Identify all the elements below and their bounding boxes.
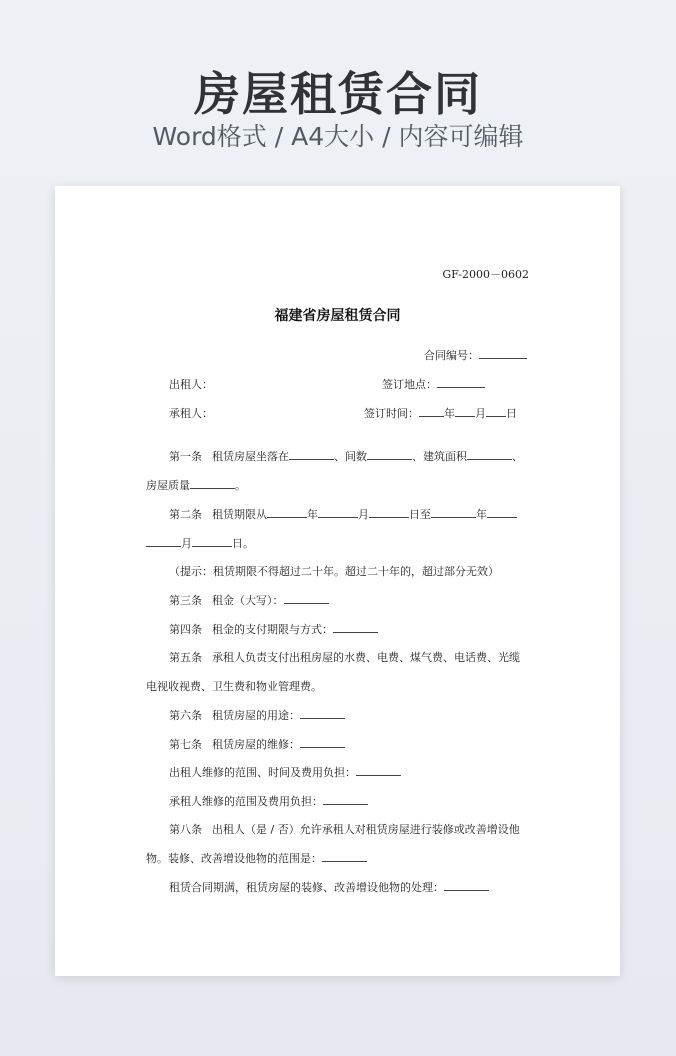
- article-2-end-month-blank-2[interactable]: [146, 536, 181, 547]
- article-1-area-blank[interactable]: [467, 449, 512, 460]
- article-2-from-label: 租赁期限从: [212, 508, 267, 521]
- document-code: GF-2000－0602: [442, 268, 529, 281]
- sign-month-unit: 月: [475, 407, 486, 420]
- article-2-end-year-unit: 年: [476, 508, 487, 521]
- article-6: [169, 708, 345, 724]
- article-1-quality-blank[interactable]: [190, 478, 235, 489]
- banner-subtitle: Word格式 / A4大小 / 内容可编辑: [152, 122, 524, 151]
- article-4-text: 租金的支付期限与方式：: [212, 623, 333, 636]
- article-7-lessee-repair-blank[interactable]: [323, 794, 368, 805]
- article-2-start-year-unit: 年: [307, 508, 318, 521]
- sign-place-blank[interactable]: [437, 377, 485, 388]
- article-2-line-2: [146, 536, 254, 552]
- article-1-comma: 、: [512, 450, 523, 463]
- article-2-end-year-blank[interactable]: [431, 507, 476, 518]
- article-8-line-2: [146, 851, 367, 867]
- article-1-quality-label: 房屋质量: [146, 479, 190, 492]
- article-8-line-1: [169, 822, 520, 838]
- article-7-number: 第七条: [169, 738, 202, 751]
- banner-title: 房屋租赁合同: [194, 67, 482, 121]
- article-1-line-1: [169, 449, 523, 465]
- article-5-line-1: [169, 650, 520, 666]
- article-1-location-blank[interactable]: [289, 449, 334, 460]
- article-6-number: 第六条: [169, 709, 202, 722]
- article-3-text: 租金（大写）：: [212, 594, 284, 607]
- article-8-scope-blank[interactable]: [322, 851, 367, 862]
- article-8-handling-blank[interactable]: [444, 880, 489, 891]
- article-3: [169, 593, 329, 609]
- article-2-start-year-blank[interactable]: [267, 507, 307, 518]
- article-3-blank[interactable]: [284, 593, 329, 604]
- article-1-period: 。: [235, 479, 246, 492]
- article-1-line-2: [146, 478, 246, 494]
- article-2-end-day-blank[interactable]: [192, 536, 232, 547]
- sign-day-blank[interactable]: [486, 406, 506, 417]
- contract-number-row: [424, 348, 527, 364]
- article-2-line-1: [169, 507, 517, 523]
- article-7: [169, 737, 345, 753]
- article-2-number: 第二条: [169, 508, 202, 521]
- article-1-rooms-blank[interactable]: [367, 449, 412, 460]
- article-2-end-month-blank-1[interactable]: [487, 507, 517, 518]
- article-2-to-label: 日至: [409, 508, 431, 521]
- article-8-text-1: 出租人（是 / 否）允许承租人对租赁房屋进行装修或改善增设他: [212, 823, 520, 836]
- article-7-text: 租赁房屋的维修：: [212, 738, 300, 751]
- article-7-lessor-repair-text: 出租人维修的范围、时间及费用负担：: [169, 766, 356, 779]
- article-1-location-label: 租赁房屋坐落在: [212, 450, 289, 463]
- contract-number-blank[interactable]: [479, 348, 527, 359]
- sign-time-label: 签订时间：: [364, 407, 419, 420]
- article-8-text-3: 租赁合同期满，租赁房屋的装修、改善增设他物的处理：: [169, 881, 444, 894]
- sign-place-row: [382, 377, 485, 393]
- article-2-end-day-unit: 日: [232, 537, 243, 550]
- article-7-lessee-repair-text: 承租人维修的范围及费用负担：: [169, 795, 323, 808]
- article-8-number: 第八条: [169, 823, 202, 836]
- sign-day-unit: 日: [506, 407, 517, 420]
- sign-time-row: [364, 406, 517, 422]
- article-4-blank[interactable]: [333, 622, 378, 633]
- article-6-text: 租赁房屋的用途：: [212, 709, 300, 722]
- sign-year-blank[interactable]: [419, 406, 444, 417]
- document-title: 福建省房屋租赁合同: [274, 308, 401, 324]
- article-2-start-month-unit: 月: [358, 508, 369, 521]
- article-5-text-1: 承租人负责支付出租房屋的水费、电费、煤气费、电话费、光缆: [212, 651, 520, 664]
- article-7-lessee-repair: [169, 794, 368, 810]
- article-4-number: 第四条: [169, 623, 202, 636]
- article-2-start-day-blank[interactable]: [369, 507, 409, 518]
- article-7-lessor-repair: [169, 765, 401, 781]
- article-6-blank[interactable]: [300, 708, 345, 719]
- article-1-area-label: 、建筑面积: [412, 450, 467, 463]
- article-8-text-2: 物。装修、改善增设他物的范围是：: [146, 852, 322, 865]
- article-5-number: 第五条: [169, 651, 202, 664]
- article-7-lessor-repair-blank[interactable]: [356, 765, 401, 776]
- article-1-rooms-label: 、间数: [334, 450, 367, 463]
- lessor-label: 出租人：: [169, 378, 213, 391]
- document-page: [55, 186, 620, 976]
- article-2-start-month-blank[interactable]: [318, 507, 358, 518]
- sign-place-label: 签订地点：: [382, 378, 437, 391]
- article-1-number: 第一条: [169, 450, 202, 463]
- term-note: （提示：租赁期限不得超过二十年。超过二十年的，超过部分无效）: [169, 565, 499, 578]
- article-8-line-3: [169, 880, 489, 896]
- contract-number-label: 合同编号：: [424, 349, 479, 362]
- article-3-number: 第三条: [169, 594, 202, 607]
- sign-month-blank[interactable]: [455, 406, 475, 417]
- article-2-end-month-unit: 月: [181, 537, 192, 550]
- article-4: [169, 622, 378, 638]
- sign-year-unit: 年: [444, 407, 455, 420]
- lessee-label: 承租人：: [169, 407, 213, 420]
- article-7-blank[interactable]: [300, 737, 345, 748]
- article-5-line-2: 电视收视费、卫生费和物业管理费。: [146, 680, 322, 693]
- article-2-period: 。: [243, 537, 254, 550]
